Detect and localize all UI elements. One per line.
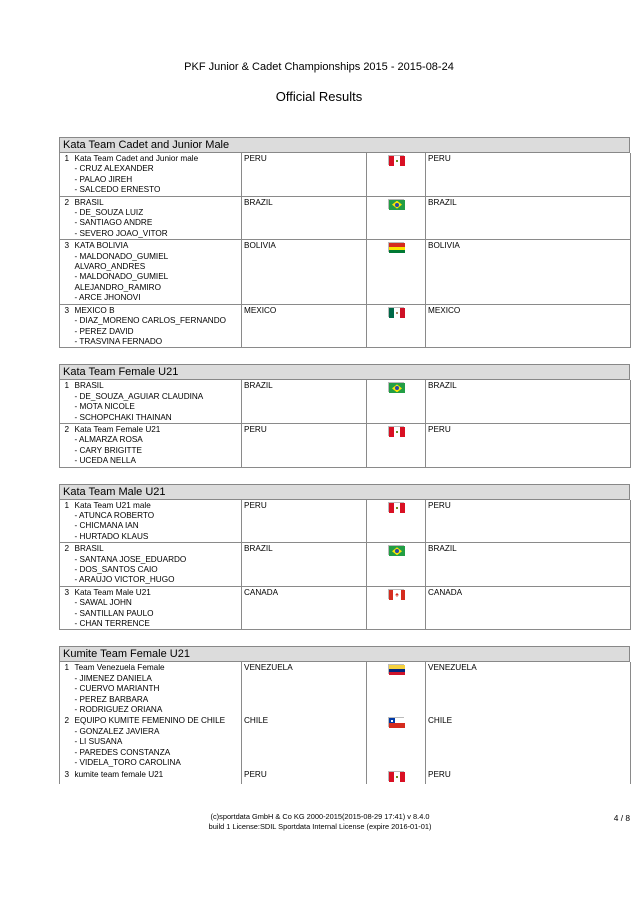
rank: 1 [60,380,74,423]
team-member: - PALAO JIREH [74,174,133,184]
page-title: PKF Junior & Cadet Championships 2015 - 2015-08-24 [184,61,454,73]
team-member: - SALCEDO ERNESTO [74,185,161,195]
rank: 1 [60,500,74,543]
country-name: CHILE [426,715,631,768]
brazil-flag-icon [388,199,404,209]
country: PERU [242,423,367,467]
team-member: - CHICMANA IAN [74,521,139,531]
country-name: MEXICO [426,304,631,348]
team-member: - DOS_SANTOS CAIO [74,565,158,574]
flag-cell [367,304,426,348]
rank: 1 [60,662,74,715]
results-sections [59,137,630,800]
flag-cell [367,662,426,715]
team-name: KATA BOLIVIA [74,241,129,251]
team-cell [74,769,242,784]
country-name: PERU [426,153,631,196]
section-header: Kumite Team Female U21 [59,646,630,662]
flag-cell [367,769,426,784]
team-cell [74,240,242,304]
team-name: EQUIPO KUMITE FEMENINO DE CHILE [74,716,226,726]
country-name: BRAZIL [426,196,631,240]
rank: 2 [60,715,74,768]
team-member: - CRUZ ALEXANDER [74,164,154,174]
team-member: - CUERVO MARIANTH [74,684,160,694]
flag-cell [367,423,426,467]
team-member: - GONZALEZ JAVIERA [74,726,160,736]
team-member: - JIMENEZ DANIELA [74,673,152,683]
table-row [60,153,631,196]
country-name: VENEZUELA [426,662,631,715]
rank: 3 [60,240,74,304]
page-subtitle: Official Results [275,89,363,104]
flag-cell [367,153,426,196]
team-member: - SANTILLAN PAULO [74,608,154,618]
team-member: ALEJANDRO_RAMIRO [74,282,161,292]
table-row [60,662,631,715]
table-row [60,769,631,784]
team-member: - ARAUJO VICTOR_HUGO [74,575,175,585]
venezuela-flag-icon [388,664,404,674]
rank: 1 [60,153,74,196]
peru-flag-icon [388,155,404,165]
country-name: PERU [426,500,631,543]
team-member: - PEREZ BARBARA [74,694,149,704]
team-member: - DE_SOUZA_AGUIAR CLAUDINA [74,391,204,401]
team-name: BRASIL [74,381,104,391]
result-section [59,137,630,348]
team-member: - CHAN TERRENCE [74,619,150,629]
team-member: - PEREZ DAVID [74,326,134,336]
mexico-flag-icon [388,307,404,317]
country-name: BRAZIL [426,380,631,423]
result-section [59,484,630,631]
rank: 2 [60,423,74,467]
country: PERU [242,769,367,784]
country: BOLIVIA [242,240,367,304]
team-member: - LI SUSANA [74,737,123,747]
table-row [60,543,631,587]
table-row [60,304,631,348]
peru-flag-icon [388,502,404,512]
flag-cell [367,543,426,587]
team-name: Kata Team U21 male [74,500,151,510]
flag-cell [367,240,426,304]
team-member: - MALDONADO_GUMIEL [74,272,169,282]
rank: 2 [60,543,74,587]
bolivia-flag-icon [388,242,404,252]
team-member: - RODRIGUEZ ORIANA [74,705,163,715]
team-name: Kata Team Cadet and Junior male [74,154,199,163]
team-member: - TRASVINA FERNADO [74,336,163,346]
table-row [60,586,631,630]
country: PERU [242,500,367,543]
country: PERU [242,153,367,196]
team-cell [74,304,242,348]
country-name: PERU [426,423,631,467]
rank: 3 [60,769,74,784]
team-member: - SAWAL JOHN [74,598,132,608]
section-header: Kata Team Male U21 [59,484,630,500]
table-row [60,380,631,423]
team-name: BRASIL [74,197,104,207]
country: BRAZIL [242,543,367,587]
rank: 3 [60,586,74,630]
country: MEXICO [242,304,367,348]
team-cell [74,423,242,467]
team-name: Kata Team Male U21 [74,587,151,597]
team-member: - VIDELA_TORO CAROLINA [74,758,181,768]
team-cell [74,586,242,630]
team-cell [74,153,242,196]
result-section [59,364,630,467]
flag-cell [367,715,426,768]
country-name: CANADA [426,586,631,630]
team-member: - HURTADO KLAUS [74,531,149,541]
team-cell [74,380,242,423]
section-header: Kata Team Cadet and Junior Male [59,137,630,153]
country: VENEZUELA [242,662,367,715]
brazil-flag-icon [388,545,404,555]
team-member: - DE_SOUZA LUIZ [74,208,144,218]
team-name: MEXICO B [74,305,115,315]
team-member: ALVARO_ANDRES [74,262,146,272]
chile-flag-icon [388,717,404,727]
flag-cell [367,196,426,240]
result-section [59,646,630,783]
team-cell [74,543,242,587]
flag-cell [367,500,426,543]
flag-cell [367,586,426,630]
footer-license: build 1 License:SDIL Sportdata Internal License (expire 2016-01-01) [208,822,432,831]
team-name: Team Venezuela Female [74,663,165,673]
table-row [60,196,631,240]
team-member: - ALMARZA ROSA [74,435,143,445]
results-table [59,662,631,783]
rank: 3 [60,304,74,348]
team-member: - MOTA NICOLE [74,402,135,412]
footer-copyright: (c)sportdata GmbH & Co KG 2000-2015(2015-08-29 17:41) v 8.4.0 [210,812,430,821]
team-name: kumite team female U21 [74,769,164,779]
team-member: - PAREDES CONSTANZA [74,747,171,757]
peru-flag-icon [388,426,404,436]
results-table [59,380,631,467]
page-number: 4 / 8 [613,813,630,823]
table-row [60,423,631,467]
team-cell [74,500,242,543]
team-member: - SANTIAGO ANDRE [74,218,153,228]
team-member: - UCEDA NELLA [74,456,136,466]
section-header: Kata Team Female U21 [59,364,630,380]
team-member: - SANTANA JOSE_EDUARDO [74,554,187,564]
team-member: - MALDONADO_GUMIEL [74,251,169,261]
table-row [60,240,631,304]
canada-flag-icon [388,589,404,599]
team-member: - ATUNCA ROBERTO [74,510,155,520]
table-row [60,500,631,543]
team-name: Kata Team Female U21 [74,424,161,434]
country: BRAZIL [242,380,367,423]
country-name: BOLIVIA [426,240,631,304]
rank: 2 [60,196,74,240]
peru-flag-icon [388,771,404,781]
results-table [59,153,631,348]
flag-cell [367,380,426,423]
team-member: - DIAZ_MORENO CARLOS_FERNANDO [74,316,226,326]
team-member: - SEVERO JOAO_VITOR [74,228,168,238]
country: BRAZIL [242,196,367,240]
team-name: BRASIL [74,544,104,554]
team-member: - ARCE JHONOVI [74,293,141,303]
country-name: PERU [426,769,631,784]
country: CHILE [242,715,367,768]
country-name: BRAZIL [426,543,631,587]
table-row [60,715,631,768]
team-cell [74,662,242,715]
results-table [59,500,631,631]
brazil-flag-icon [388,382,404,392]
country: CANADA [242,586,367,630]
team-member: - CARY BRIGITTE [74,445,142,455]
team-cell [74,196,242,240]
team-cell [74,715,242,768]
footer [195,812,445,832]
team-member: - SCHOPCHAKI THAINAN [74,412,172,422]
